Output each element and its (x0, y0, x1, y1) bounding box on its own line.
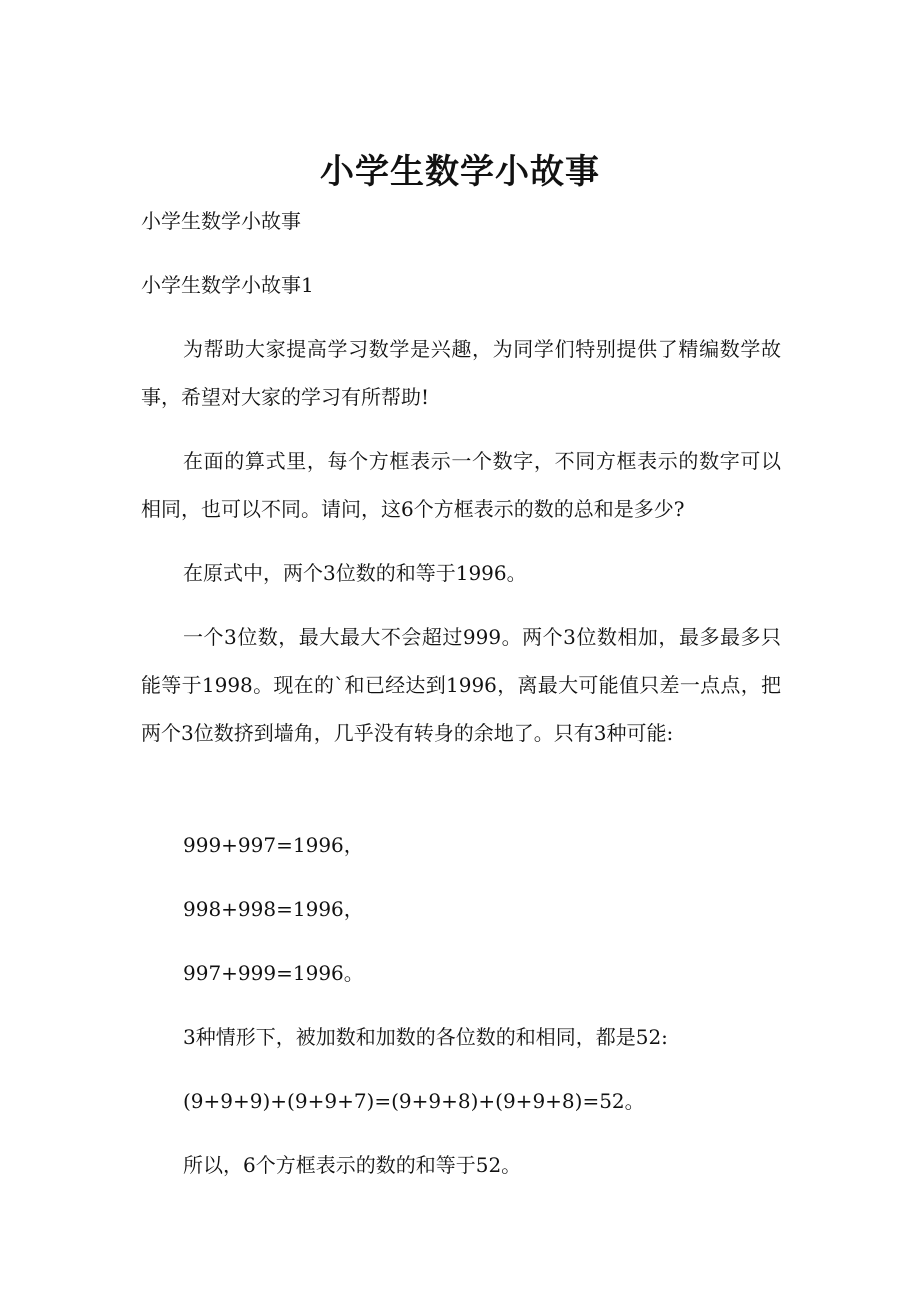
document-subtitle: 小学生数学小故事 (141, 209, 301, 233)
sum-expression: (9+9+9)+(9+9+7)=(9+9+8)+(9+9+8)=52。 (183, 1089, 645, 1113)
paragraph-reasoning: 一个3位数，最大最大不会超过999。两个3位数相加，最多最多只能等于1998。现在的`和已经达到1996，离最大可能值只差一点点，把两个3位数挤到墙角，几乎没有转身的余地了。只有3种可能: (141, 625, 781, 745)
document-title: 小学生数学小故事 (320, 152, 600, 192)
paragraph-conclusion: 所以，6个方框表示的数的和等于52。 (183, 1153, 522, 1177)
paragraph-digit-sums: 3种情形下，被加数和加数的各位数的和相同，都是52: (183, 1025, 668, 1049)
paragraph-problem: 在面的算式里，每个方框表示一个数字，不同方框表示的数字可以相同，也可以不同。请问，这6个方框表示的数的总和是多少? (141, 449, 781, 521)
equation-line: 997+999=1996。 (183, 961, 364, 985)
paragraph-intro: 为帮助大家提高学习数学是兴趣，为同学们特别提供了精编数学故事，希望对大家的学习有所帮助! (141, 337, 781, 409)
section-heading: 小学生数学小故事1 (141, 273, 314, 297)
paragraph-sum-statement: 在原式中，两个3位数的和等于1996。 (183, 561, 527, 585)
equation-line: 998+998=1996， (183, 897, 364, 921)
equation-line: 999+997=1996， (183, 833, 364, 857)
